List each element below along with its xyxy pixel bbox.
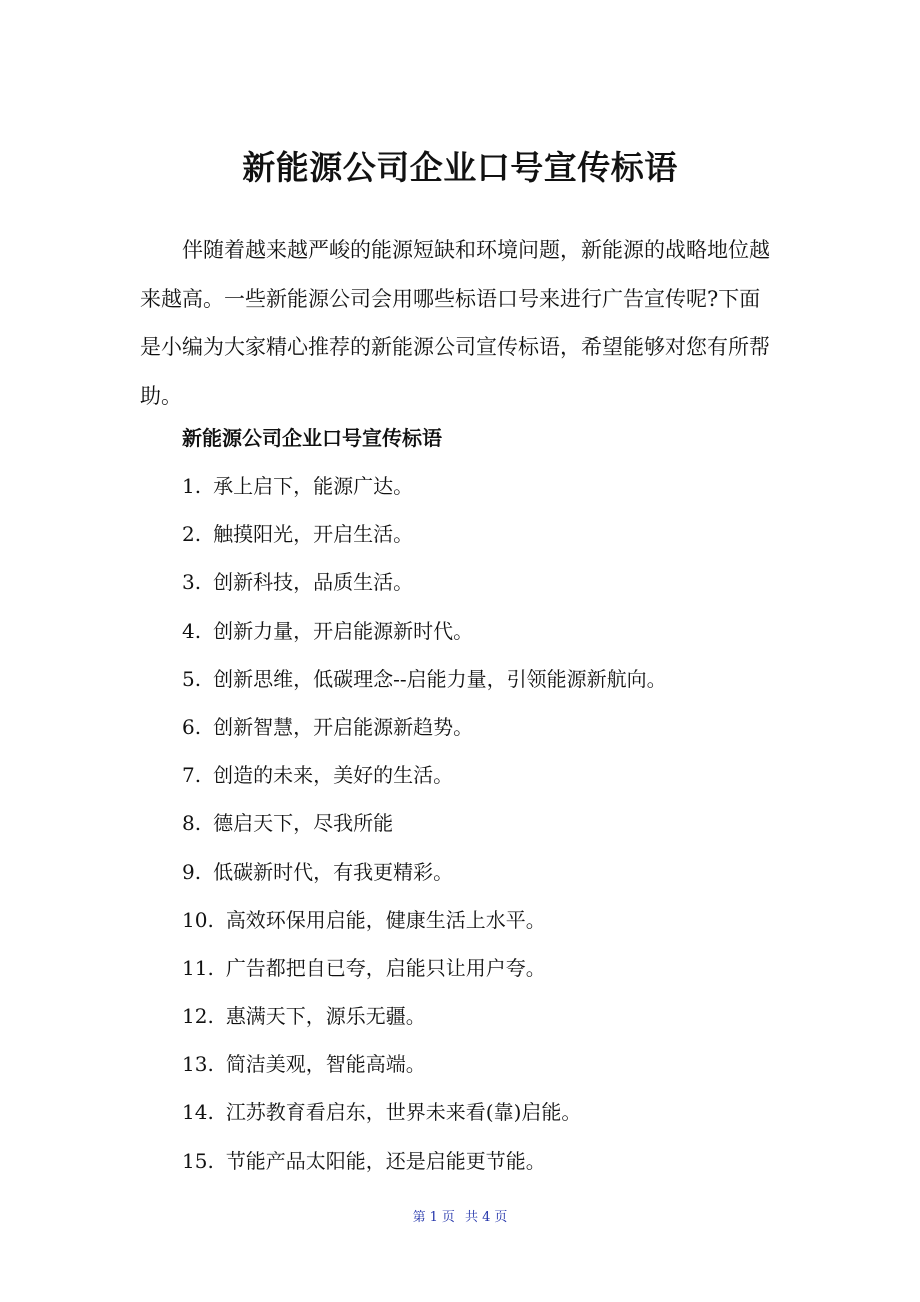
slogan-text: 惠满天下，源乐无疆。 xyxy=(225,1004,426,1029)
footer-prefix: 第 xyxy=(412,1210,426,1225)
slogan-number: 11. xyxy=(182,955,214,980)
slogan-number: 6. xyxy=(182,714,202,739)
slogan-text: 高效环保用启能，健康生活上水平。 xyxy=(225,907,546,932)
slogan-text: 创新科技，品质生活。 xyxy=(213,570,414,595)
slogan-number: 14. xyxy=(182,1100,214,1125)
slogan-item xyxy=(182,1141,667,1189)
slogan-number: 13. xyxy=(182,1052,214,1077)
slogan-text: 节能产品太阳能，还是启能更节能。 xyxy=(225,1148,546,1173)
slogan-text: 创新智慧，开启能源新趋势。 xyxy=(213,714,474,739)
slogan-number: 2. xyxy=(182,522,202,547)
slogan-number: 12. xyxy=(182,1004,214,1029)
intro-paragraph: 伴随着越来越严峻的能源短缺和环境问题，新能源的战略地位越来越高。一些新能源公司会用哪些标语口号来进行广告宣传呢?下面是小编为大家精心推荐的新能源公司宣传标语，希望能够对您有所帮助。 xyxy=(140,238,770,408)
current-page-number: 1 xyxy=(429,1210,438,1225)
slogan-text: 承上启下，能源广达。 xyxy=(213,474,414,498)
slogan-number: 10. xyxy=(182,907,214,932)
slogan-list xyxy=(182,466,667,1189)
slogan-item xyxy=(182,996,667,1044)
slogan-number: 7. xyxy=(182,763,202,788)
page-footer xyxy=(0,1206,920,1225)
slogan-text: 低碳新时代，有我更精彩。 xyxy=(213,859,454,884)
slogan-item xyxy=(182,755,667,803)
slogan-text: 简洁美观，智能高端。 xyxy=(225,1052,426,1077)
slogan-number: 9. xyxy=(182,859,202,884)
slogan-item xyxy=(182,852,667,900)
slogan-number: 1. xyxy=(182,474,202,498)
slogan-text: 德启天下，尽我所能 xyxy=(213,811,394,836)
slogan-number: 3. xyxy=(182,570,202,595)
slogan-text: 触摸阳光，开启生活。 xyxy=(213,522,414,547)
slogan-item xyxy=(182,900,667,948)
slogan-text: 创造的未来，美好的生活。 xyxy=(213,763,454,788)
slogan-text: 创新思维，低碳理念--启能力量，引领能源新航向。 xyxy=(213,666,667,691)
slogan-item xyxy=(182,466,667,514)
slogan-item xyxy=(182,803,667,851)
slogan-item xyxy=(182,1044,667,1092)
footer-suffix: 页 xyxy=(494,1210,508,1225)
slogan-item xyxy=(182,1092,667,1140)
slogan-text: 江苏教育看启东，世界未来看(靠)启能。 xyxy=(225,1100,582,1125)
slogan-number: 4. xyxy=(182,618,202,643)
slogan-text: 广告都把自已夸，启能只让用户夸。 xyxy=(225,955,546,980)
footer-middle: 页 共 xyxy=(441,1210,479,1225)
slogan-number: 8. xyxy=(182,811,202,836)
page-title: 新能源公司企业口号宣传标语 xyxy=(242,148,678,187)
slogan-item xyxy=(182,514,667,562)
slogan-item xyxy=(182,562,667,610)
slogan-number: 15. xyxy=(182,1148,214,1173)
slogan-item xyxy=(182,611,667,659)
section-heading: 新能源公司企业口号宣传标语 xyxy=(182,426,442,450)
slogan-item xyxy=(182,707,667,755)
slogan-text: 创新力量，开启能源新时代。 xyxy=(213,618,474,643)
slogan-number: 5. xyxy=(182,666,202,691)
total-pages-number: 4 xyxy=(482,1210,491,1225)
slogan-item xyxy=(182,948,667,996)
slogan-item xyxy=(182,659,667,707)
